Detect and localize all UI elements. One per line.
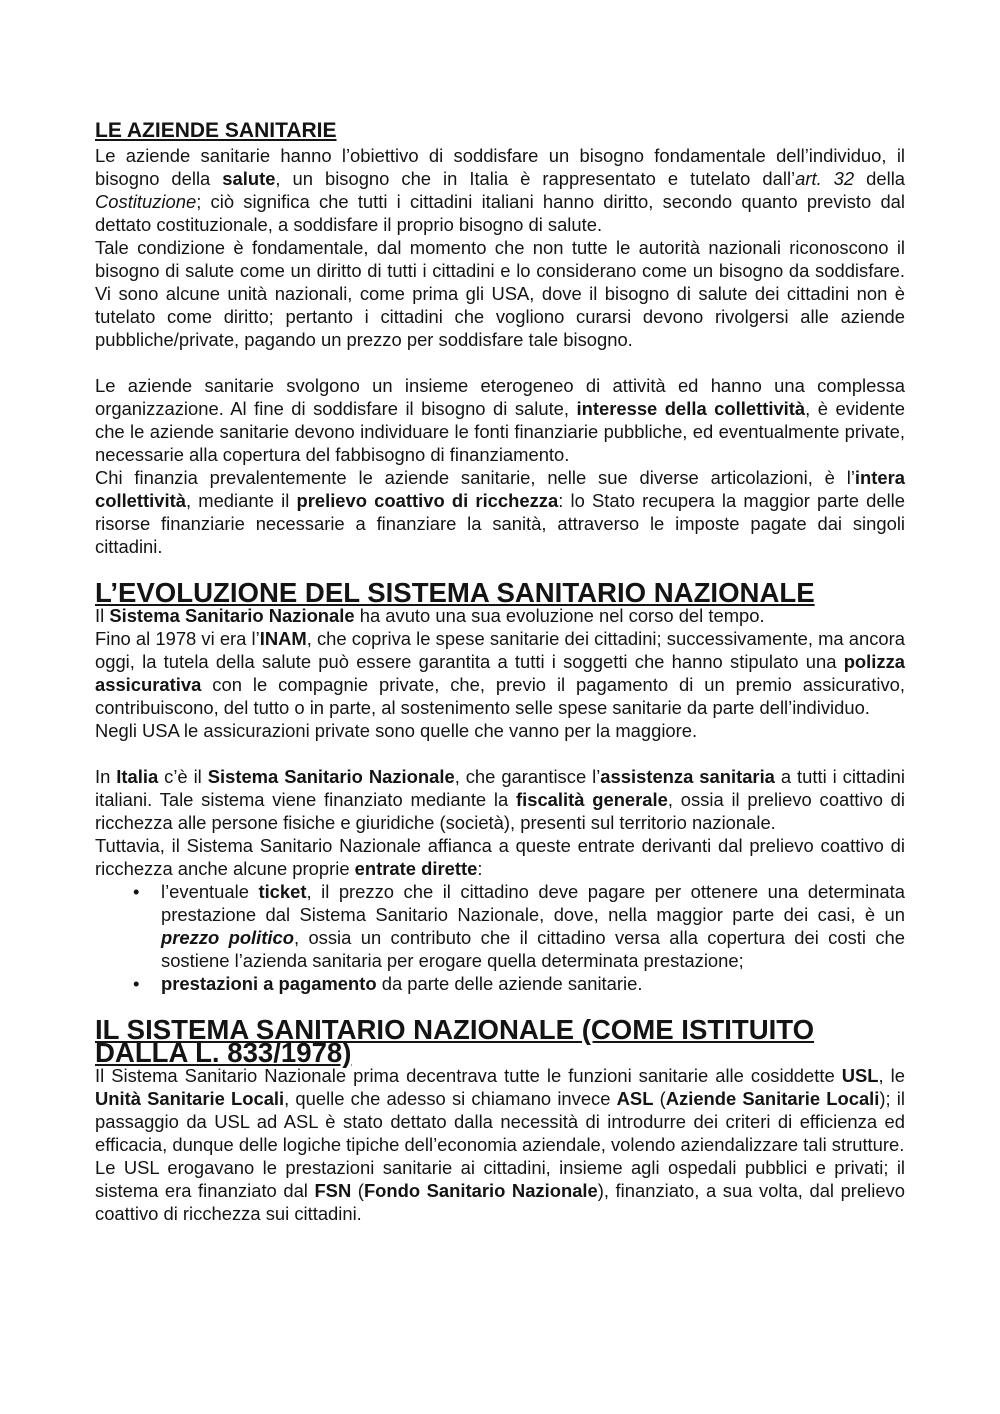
list-item (95, 880, 905, 972)
text-run: a tutti i cittadini italiani. Tale sistema viene finanziato mediante la (95, 766, 905, 810)
text-run: Le USL erogavano le prestazioni sanitarie ai cittadini, insieme agli ospedali pubblici e privati; il sistema era finanziato dal (95, 1157, 905, 1201)
bold-term: polizza assicurativa (95, 651, 905, 695)
page-title: LE AZIENDE SANITARIE (95, 119, 337, 142)
text-run: Le aziende sanitarie svolgono un insieme eterogeneo di attività ed hanno una complessa organizzazione. Al fine di soddisfare il bisogno di salute, (95, 375, 905, 419)
section2-paragraph-3: Negli USA le assicurazioni private sono quelle che vanno per la maggiore. (95, 720, 698, 741)
bold-term: intera collettività (95, 467, 905, 511)
bold-term: fiscalità generale (515, 789, 668, 810)
text-run: Fino al 1978 vi era l’ (95, 628, 260, 649)
document-page (95, 118, 905, 1225)
bold-term: Fondo Sanitario Nazionale (363, 1180, 598, 1201)
text-run: ), finanziato, a sua volta, dal prelievo coattivo di ricchezza sui cittadini. (95, 1180, 905, 1224)
text-run: della (854, 168, 906, 189)
text-run: Tuttavia, il Sistema Sanitario Nazionale affianca a queste entrate derivanti dal prelievo coattivo di ricchezza anche alcune proprie (95, 835, 905, 879)
text-run: : (477, 858, 483, 879)
bold-term: Sistema Sanitario Nazionale (207, 766, 455, 787)
text-run: ( (351, 1180, 364, 1201)
bullet-icon: • (133, 881, 140, 902)
text-run: , che copriva le spese sanitarie dei cittadini; successivamente, ma ancora oggi, la tutela della salute può essere garantita a tutti i soggetti che hanno stipulato una (95, 628, 905, 672)
text-run: , il prezzo che il cittadino deve pagare per ottenere una determinata prestazione dal Sistema Sanitario Nazionale, dove, nella maggior parte dei casi, è un (161, 881, 905, 925)
bold-term: Sistema Sanitario Nazionale (109, 605, 355, 626)
italic-term: art. 32 (795, 168, 855, 189)
bold-term: Italia (116, 766, 159, 787)
intro-paragraph-2: Tale condizione è fondamentale, dal momento che non tutte le autorità nazionali riconoscono il bisogno di salute come un diritto di tutti i cittadini e lo considerano come un bisogno da soddisfare. Vi sono alcune unità nazionali, come prima gli USA, dove il bisogno di salute dei cittadini non è tutelato come diritto; pertanto i cittadini che vogliono curarsi devono rivolgersi alle aziende pubbliche/private, pagando un prezzo per soddisfare tale bisogno. (95, 237, 905, 350)
text-run: , mediante il (185, 490, 297, 511)
text-run: da parte delle aziende sanitarie. (376, 973, 643, 994)
bullet-icon: • (133, 973, 140, 994)
bold-term: INAM (259, 628, 307, 649)
bold-term: interesse della collettività (576, 398, 806, 419)
text-run: ( (653, 1088, 666, 1109)
paragraph-spacer (95, 742, 905, 765)
paragraph-spacer (95, 351, 905, 374)
section2-paragraph-2 (95, 627, 905, 719)
text-run: , ossia un contributo che il cittadino versa alla copertura dei costi che sostiene l’azienda sanitaria per erogare quella determinata prestazione; (161, 927, 905, 971)
bold-term: ticket (258, 881, 307, 902)
bold-term: FSN (314, 1180, 352, 1201)
text-run: c’è il (158, 766, 208, 787)
text-run: , quelle che adesso si chiamano invece (284, 1088, 617, 1109)
bold-term: prelievo coattivo di ricchezza (296, 490, 559, 511)
text-run: ha avuto una sua evoluzione nel corso del tempo. (354, 605, 765, 626)
section-heading-evoluzione: L’EVOLUZIONE DEL SISTEMA SANITARIO NAZIONALE (95, 577, 815, 608)
text-run: Il (95, 605, 110, 626)
intro-paragraph-3 (95, 374, 905, 466)
intro-paragraph-1 (95, 144, 905, 236)
text-run: In (95, 766, 117, 787)
section3-paragraph-2 (95, 1156, 905, 1225)
bold-term: entrate dirette (354, 858, 478, 879)
bold-term: USL (841, 1065, 879, 1086)
text-run: Le aziende sanitarie hanno l’obiettivo di soddisfare un bisogno fondamentale dell’individuo, il bisogno della (95, 145, 905, 189)
text-run: con le compagnie private, che, previo il pagamento di un premio assicurativo, contribuiscono, del tutto o in parte, al sostenimento selle spese sanitarie da parte dell’individuo. (95, 674, 905, 718)
section3-paragraph-1 (95, 1064, 905, 1156)
text-run: Il Sistema Sanitario Nazionale prima decentrava tutte le funzioni sanitarie alle cosiddette (95, 1065, 842, 1086)
bold-term: ASL (616, 1088, 654, 1109)
text-run: l’eventuale (161, 881, 259, 902)
text-run: , è evidente che le aziende sanitarie devono individuare le fonti finanziarie pubbliche, ed eventualmente private, necessarie alla copertura del fabbisogno di finanziamento. (95, 398, 905, 465)
text-run: , che garantisce l’ (454, 766, 601, 787)
section2-paragraph-4 (95, 765, 905, 834)
entrate-dirette-list (95, 880, 905, 995)
text-run: , ossia il prelievo coattivo di ricchezza alle persone fisiche e giuridiche (società), presenti sul territorio nazionale. (95, 789, 905, 833)
bold-italic-term: prezzo politico (161, 927, 294, 948)
bold-term: prestazioni a pagamento (161, 973, 377, 994)
italic-term: Costituzione (95, 191, 197, 212)
text-run: ; ciò significa che tutti i cittadini italiani hanno diritto, secondo quanto previsto dal dettato costituzionale, a soddisfare il proprio bisogno di salute. (95, 191, 905, 235)
bold-term: Unità Sanitarie Locali (95, 1088, 285, 1109)
section-heading-istituito: IL SISTEMA SANITARIO NAZIONALE (COME ISTITUITO DALLA L. 833/1978) (95, 1014, 815, 1068)
bold-term: assistenza sanitaria (600, 766, 775, 787)
list-item (95, 972, 905, 995)
text-run: , le (878, 1065, 905, 1086)
bold-term: Aziende Sanitarie Locali (665, 1088, 880, 1109)
bold-term: salute (222, 168, 276, 189)
text-run: Chi finanzia prevalentemente le aziende sanitarie, nelle sue diverse articolazioni, è l’ (95, 467, 855, 488)
text-run: , un bisogno che in Italia è rappresentato e tutelato dall’ (275, 168, 796, 189)
intro-paragraph-4 (95, 466, 905, 558)
text-run: ); il passaggio da USL ad ASL è stato dettato dalla necessità di introdurre dei criteri di efficienza ed efficacia, dunque delle logiche tipiche dell’economia aziendale, volendo aziendalizzare tali strutture. (95, 1088, 905, 1155)
section2-paragraph-5 (95, 834, 905, 880)
text-run: : lo Stato recupera la maggior parte delle risorse finanziarie necessarie a finanziare la sanità, attraverso le imposte pagate dai singoli cittadini. (95, 490, 906, 557)
